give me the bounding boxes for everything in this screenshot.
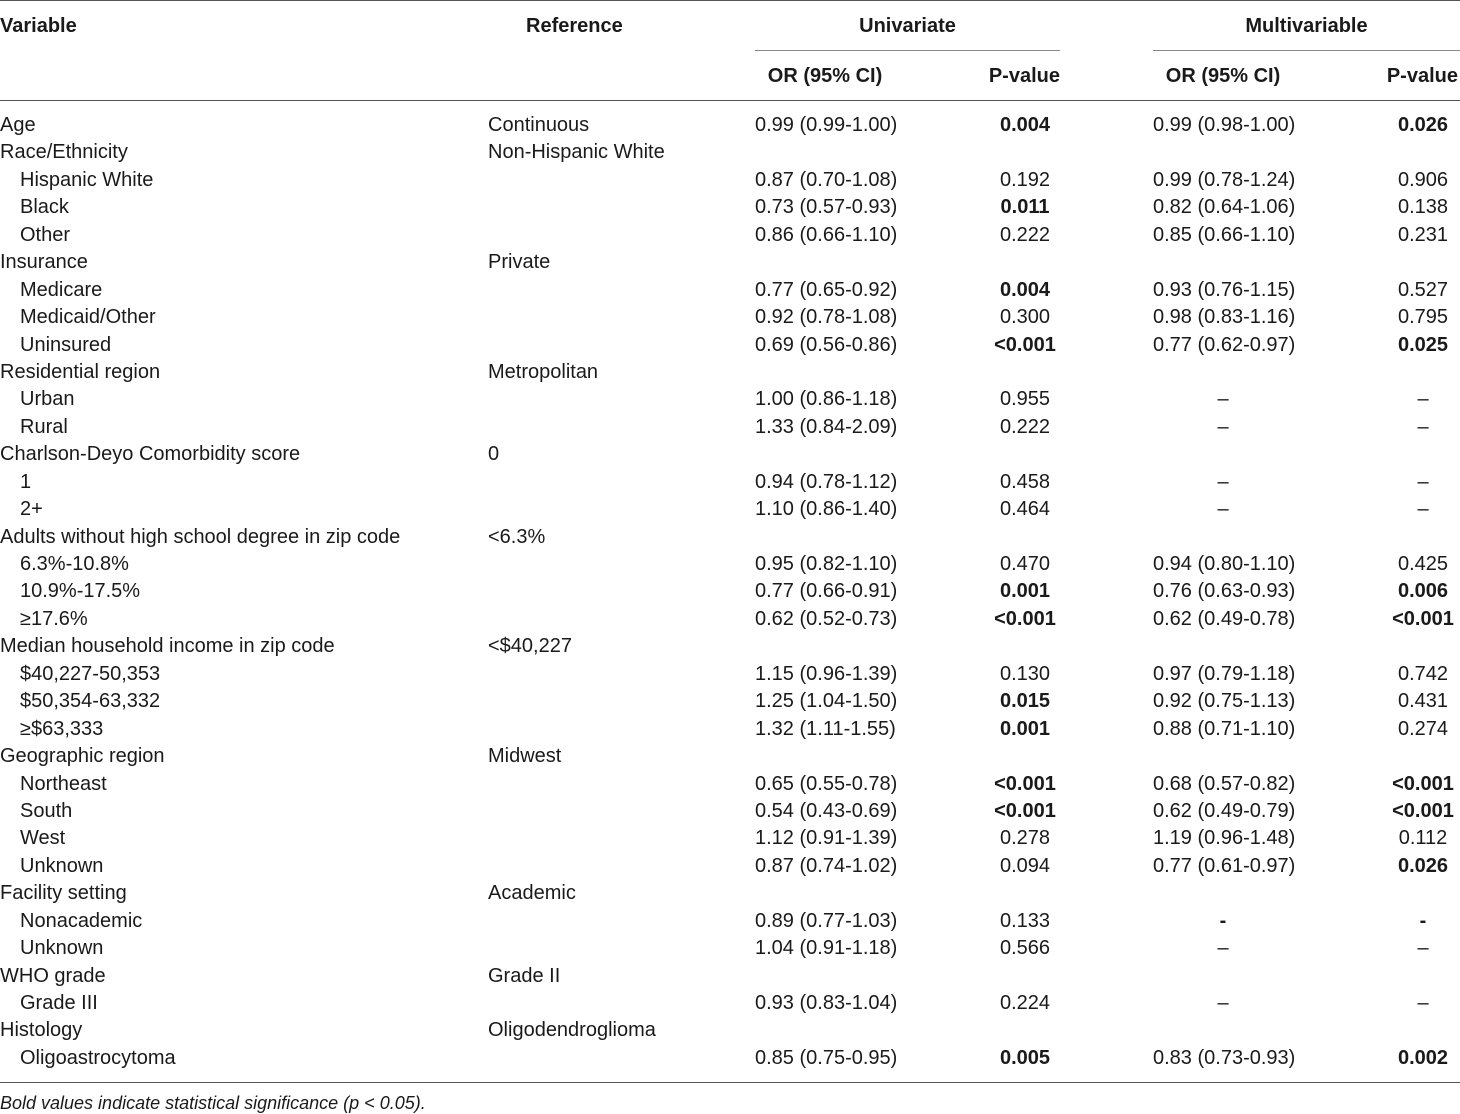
table-row <box>0 963 1460 990</box>
reference-cell: Private <box>488 251 551 274</box>
univariate-or-cell: 0.87 (0.70-1.08) <box>755 168 898 191</box>
univariate-or-cell: 0.85 (0.75-0.95) <box>755 1046 898 1069</box>
table-row <box>0 771 1460 798</box>
variable-cell: 1 <box>20 470 32 493</box>
variable-cell: Uninsured <box>20 333 112 356</box>
variable-cell: Medicare <box>20 278 103 301</box>
table-row <box>0 139 1460 166</box>
table-row <box>0 880 1460 907</box>
table-row <box>0 853 1460 880</box>
table-row <box>0 469 1460 496</box>
reference-cell: Non-Hispanic White <box>488 141 665 164</box>
univariate-p-cell: <0.001 <box>994 333 1056 356</box>
table-row <box>0 194 1460 221</box>
univariate-or-cell: 1.12 (0.91-1.39) <box>755 827 898 850</box>
header-reference: Reference <box>526 15 623 37</box>
univariate-p-cell: 0.222 <box>999 223 1051 246</box>
table-row <box>0 222 1460 249</box>
multivariable-or-cell: - <box>1219 909 1227 932</box>
multivariable-or-cell: 0.97 (0.79-1.18) <box>1153 662 1296 685</box>
variable-cell: Residential region <box>0 360 161 383</box>
univariate-or-cell: 0.77 (0.66-0.91) <box>755 580 898 603</box>
multivariable-p-cell: 0.006 <box>1397 580 1449 603</box>
table-row <box>0 606 1460 633</box>
table-row <box>0 743 1460 770</box>
univariate-or-cell: 0.65 (0.55-0.78) <box>755 772 898 795</box>
multivariable-p-cell: 0.425 <box>1397 553 1449 575</box>
multivariable-or-cell: – <box>1217 415 1229 438</box>
table-top-rule <box>0 0 1460 1</box>
variable-cell: 2+ <box>20 498 43 521</box>
univariate-or-cell: 1.32 (1.11-1.55) <box>755 717 896 740</box>
multivariable-p-cell: 0.274 <box>1397 717 1449 740</box>
multivariable-p-cell: 0.431 <box>1397 690 1449 713</box>
univariate-p-cell: 0.566 <box>999 937 1051 960</box>
univariate-or-cell: 1.00 (0.86-1.18) <box>755 388 898 411</box>
table-row <box>0 249 1460 276</box>
multivariable-or-cell: – <box>1217 470 1229 493</box>
table-row <box>0 633 1460 660</box>
multivariable-p-cell: <0.001 <box>1392 799 1454 822</box>
table-row <box>0 524 1460 551</box>
footnote: Bold values indicate statistical significance (p < 0.05). <box>0 1093 426 1113</box>
multivariable-or-cell: 0.94 (0.80-1.10) <box>1153 553 1296 575</box>
univariate-p-cell: 0.005 <box>999 1046 1051 1069</box>
table-row <box>0 359 1460 386</box>
univariate-p-cell: 0.458 <box>999 470 1051 493</box>
variable-cell: South <box>20 799 73 822</box>
header-multivariable: Multivariable <box>1245 15 1368 37</box>
univariate-or-cell: 0.87 (0.74-1.02) <box>755 854 898 877</box>
multivariable-p-cell: <0.001 <box>1392 772 1454 795</box>
table-row <box>0 551 1460 578</box>
univariate-p-cell: 0.278 <box>999 827 1051 850</box>
univariate-p-cell: 0.130 <box>999 662 1051 685</box>
variable-cell: Unknown <box>20 854 104 877</box>
multivariable-p-cell: 0.742 <box>1397 662 1449 685</box>
univariate-p-cell: 0.955 <box>999 388 1051 411</box>
table-row <box>0 167 1460 194</box>
univariate-or-cell: 0.95 (0.82-1.10) <box>755 553 898 575</box>
variable-cell: Medicaid/Other <box>20 306 156 329</box>
univariate-p-cell: 0.011 <box>1000 196 1050 219</box>
univariate-p-cell: 0.222 <box>999 415 1051 438</box>
multivariable-or-cell: – <box>1217 937 1229 960</box>
table-row <box>0 908 1460 935</box>
variable-cell: Race/Ethnicity <box>0 141 128 164</box>
univariate-p-cell: <0.001 <box>994 772 1056 795</box>
header-variable: Variable <box>0 15 77 37</box>
table-row <box>0 661 1460 688</box>
univariate-p-cell: 0.192 <box>999 168 1051 191</box>
variable-cell: ≥$63,333 <box>20 717 104 740</box>
univariate-or-cell: 0.54 (0.43-0.69) <box>755 799 898 822</box>
univariate-or-cell: 1.33 (0.84-2.09) <box>755 415 898 438</box>
multivariable-or-cell: 0.93 (0.76-1.15) <box>1153 278 1296 301</box>
multivariable-or-cell: 0.62 (0.49-0.79) <box>1153 799 1296 822</box>
multivariable-or-cell: 0.82 (0.64-1.06) <box>1153 196 1296 219</box>
univariate-or-cell: 1.15 (0.96-1.39) <box>755 662 898 685</box>
header-univariate-p: P-value <box>988 65 1060 87</box>
multivariable-p-cell: – <box>1417 498 1429 521</box>
multivariable-or-cell: – <box>1217 992 1229 1014</box>
multivariable-p-cell: 0.025 <box>1397 333 1449 356</box>
multivariable-p-cell: – <box>1417 388 1429 411</box>
variable-cell: Northeast <box>20 772 107 795</box>
univariate-or-cell: 0.99 (0.99-1.00) <box>755 114 898 136</box>
table-row <box>0 414 1460 441</box>
variable-cell: Facility setting <box>0 882 127 905</box>
univariate-p-cell: 0.004 <box>999 114 1051 136</box>
table-bottom-rule <box>0 1082 1460 1083</box>
header-multivariable-p: P-value <box>1386 65 1458 87</box>
univariate-p-cell: <0.001 <box>994 799 1056 822</box>
univariate-p-cell: 0.300 <box>999 306 1051 329</box>
univariate-p-cell: 0.004 <box>999 278 1051 301</box>
multivariable-p-cell: – <box>1417 470 1429 493</box>
variable-cell: Rural <box>20 415 68 438</box>
table-row <box>0 112 1460 139</box>
univariate-or-cell: 0.69 (0.56-0.86) <box>755 333 898 356</box>
table-row <box>0 825 1460 852</box>
univariate-p-cell: 0.001 <box>999 717 1051 740</box>
table-row <box>0 496 1460 523</box>
reference-cell: Midwest <box>488 745 562 768</box>
variable-cell: Nonacademic <box>20 909 143 932</box>
reference-cell: Grade II <box>488 964 561 987</box>
multivariable-or-cell: 1.19 (0.96-1.48) <box>1153 827 1296 850</box>
univariate-p-cell: 0.133 <box>999 909 1051 932</box>
variable-cell: Unknown <box>20 937 104 960</box>
multivariable-p-cell: 0.795 <box>1397 306 1449 329</box>
multivariable-or-cell: 0.76 (0.63-0.93) <box>1153 580 1296 603</box>
header-univariate: Univariate <box>859 15 956 37</box>
multivariable-or-cell: 0.99 (0.78-1.24) <box>1153 168 1296 191</box>
reference-cell: Continuous <box>488 114 590 136</box>
header-multivariable-or: OR (95% CI) <box>1165 65 1281 87</box>
multivariable-or-cell: 0.77 (0.61-0.97) <box>1153 854 1296 877</box>
univariate-or-cell: 0.73 (0.57-0.93) <box>755 196 898 219</box>
variable-cell: Age <box>0 114 36 136</box>
variable-cell: 10.9%-17.5% <box>20 580 141 603</box>
multivariable-p-cell: <0.001 <box>1392 607 1454 630</box>
variable-cell: Insurance <box>0 251 88 274</box>
multivariable-p-cell: 0.906 <box>1397 168 1449 191</box>
variable-cell: Grade III <box>20 992 98 1014</box>
univariate-p-cell: 0.015 <box>999 690 1051 713</box>
univariate-or-cell: 0.86 (0.66-1.10) <box>755 223 898 246</box>
univariate-or-cell: 1.10 (0.86-1.40) <box>755 498 898 521</box>
reference-cell: Metropolitan <box>488 360 599 383</box>
univariate-p-cell: 0.001 <box>999 580 1051 603</box>
univariate-p-cell: 0.224 <box>999 992 1051 1014</box>
header-bottom-rule <box>0 100 1460 101</box>
variable-cell: Geographic region <box>0 745 165 768</box>
univariate-or-cell: 1.04 (0.91-1.18) <box>755 937 898 960</box>
reference-cell: <$40,227 <box>488 635 572 658</box>
variable-cell: ≥17.6% <box>20 607 88 630</box>
variable-cell: Black <box>20 196 69 219</box>
multivariable-or-cell: 0.62 (0.49-0.78) <box>1153 607 1296 630</box>
variable-cell: Charlson-Deyo Comorbidity score <box>0 443 301 466</box>
multivariable-or-cell: 0.85 (0.66-1.10) <box>1153 223 1296 246</box>
table-row <box>0 990 1460 1017</box>
table-row <box>0 1017 1460 1044</box>
multivariable-or-cell: – <box>1217 498 1229 521</box>
multivariable-or-cell: 0.98 (0.83-1.16) <box>1153 306 1296 329</box>
univariate-or-cell: 0.89 (0.77-1.03) <box>755 909 898 932</box>
variable-cell: Other <box>20 223 71 246</box>
variable-cell: WHO grade <box>0 964 106 987</box>
table-row <box>0 1045 1460 1072</box>
multivariable-or-cell: – <box>1217 388 1229 411</box>
multivariable-p-cell: 0.527 <box>1397 278 1449 301</box>
multivariable-or-cell: 0.77 (0.62-0.97) <box>1153 333 1296 356</box>
multivariable-or-cell: 0.99 (0.98-1.00) <box>1153 114 1296 136</box>
univariate-span-rule <box>755 50 1060 51</box>
univariate-or-cell: 1.25 (1.04-1.50) <box>755 690 898 713</box>
variable-cell: 6.3%-10.8% <box>20 553 129 575</box>
variable-cell: Hispanic White <box>20 168 154 191</box>
table-row <box>0 716 1460 743</box>
variable-cell: Adults without high school degree in zip code <box>0 525 401 548</box>
table-row <box>0 798 1460 825</box>
multivariable-or-cell: 0.83 (0.73-0.93) <box>1153 1046 1296 1069</box>
reference-cell: Oligodendroglioma <box>488 1019 656 1042</box>
multivariable-p-cell: 0.026 <box>1397 114 1449 136</box>
multivariable-p-cell: 0.231 <box>1397 223 1449 246</box>
variable-cell: Median household income in zip code <box>0 635 335 658</box>
table-row <box>0 304 1460 331</box>
table-row <box>0 441 1460 468</box>
variable-cell: $40,227-50,353 <box>20 662 161 685</box>
header-univariate-or: OR (95% CI) <box>767 65 883 87</box>
multivariable-p-cell: 0.112 <box>1398 827 1448 850</box>
table-row <box>0 935 1460 962</box>
univariate-p-cell: 0.464 <box>999 498 1051 521</box>
variable-cell: $50,354-63,332 <box>20 690 161 713</box>
univariate-p-cell: 0.470 <box>999 553 1051 575</box>
table-row <box>0 277 1460 304</box>
table-row <box>0 688 1460 715</box>
univariate-or-cell: 0.77 (0.65-0.92) <box>755 278 898 301</box>
multivariable-or-cell: 0.88 (0.71-1.10) <box>1153 717 1296 740</box>
table-row <box>0 332 1460 359</box>
univariate-p-cell: <0.001 <box>994 607 1056 630</box>
multivariable-p-cell: 0.138 <box>1397 196 1449 219</box>
table-row <box>0 386 1460 413</box>
univariate-or-cell: 0.93 (0.83-1.04) <box>755 992 898 1014</box>
multivariable-p-cell: 0.002 <box>1397 1046 1449 1069</box>
variable-cell: Histology <box>0 1019 83 1042</box>
table-body <box>0 112 1460 1072</box>
multivariable-p-cell: – <box>1417 415 1429 438</box>
variable-cell: West <box>20 827 66 850</box>
multivariable-p-cell: - <box>1419 909 1427 932</box>
multivariable-p-cell: 0.026 <box>1397 854 1449 877</box>
multivariable-or-cell: 0.92 (0.75-1.13) <box>1153 690 1296 713</box>
variable-cell: Urban <box>20 388 75 411</box>
table-row <box>0 578 1460 605</box>
multivariable-or-cell: 0.68 (0.57-0.82) <box>1153 772 1296 795</box>
univariate-or-cell: 0.62 (0.52-0.73) <box>755 607 898 630</box>
multivariable-p-cell: – <box>1417 937 1429 960</box>
multivariable-span-rule <box>1153 50 1460 51</box>
univariate-p-cell: 0.094 <box>999 854 1051 877</box>
reference-cell: <6.3% <box>488 525 546 548</box>
univariate-or-cell: 0.92 (0.78-1.08) <box>755 306 898 329</box>
reference-cell: 0 <box>488 443 500 466</box>
variable-cell: Oligoastrocytoma <box>20 1046 176 1069</box>
univariate-or-cell: 0.94 (0.78-1.12) <box>755 470 898 493</box>
reference-cell: Academic <box>488 882 576 905</box>
multivariable-p-cell: – <box>1417 992 1429 1014</box>
